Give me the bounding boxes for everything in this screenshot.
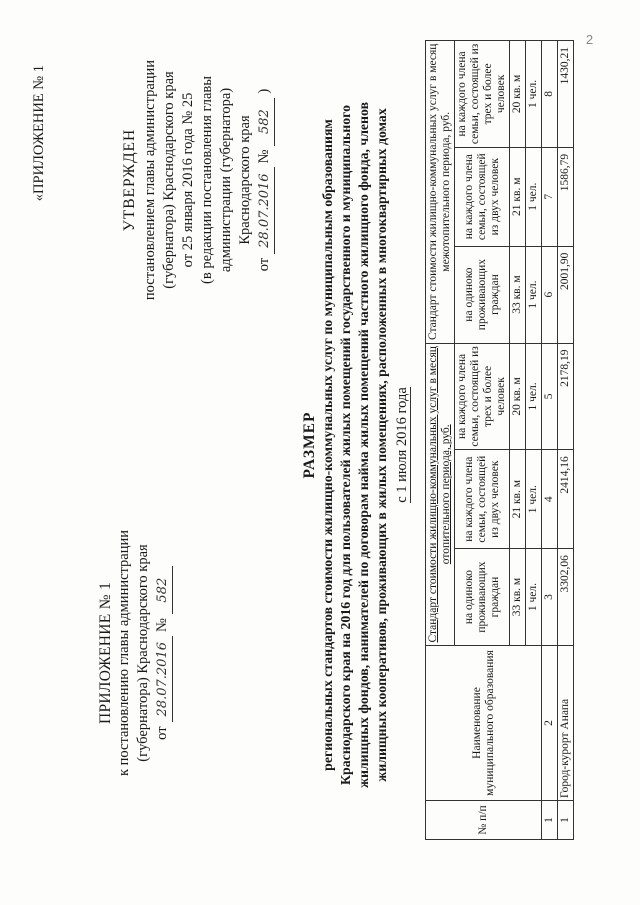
person-nonheating-1: 1 чел. (526, 246, 542, 343)
person-nonheating-2: 1 чел. (526, 147, 542, 246)
header-single-heating: на одиноко проживающих граждан (455, 549, 510, 646)
area-33-nonheating: 33 кв. м (510, 246, 526, 343)
header-col-name: Наименование муниципального образования (426, 646, 542, 801)
row-value-4: 2414,16 (558, 450, 574, 549)
person-heating-3: 1 чел. (526, 343, 542, 450)
header-three-nonheating: на каждого члена семьи, состоящей из трех и более человек (455, 41, 510, 148)
heading-line3: жилищных фондов, нанимателей по договорам найма жилых помещений частного жилищного фонда, членов (356, 101, 371, 789)
col-num-5: 5 (542, 343, 558, 450)
area-20-heating: 20 кв. м (510, 343, 526, 450)
area-21-nonheating: 21 кв. м (510, 147, 526, 246)
row-value-6: 2001,90 (558, 246, 574, 343)
col-num-7: 7 (542, 147, 558, 246)
approved-line2: (губернатора) Краснодарского края (161, 71, 177, 289)
approved-line5: администрации (губернатора) (218, 87, 234, 273)
col-num-8: 8 (542, 41, 558, 148)
header-non-heating-period: Стандарт стоимости жилищно-коммунальных услуг в месяц межотопительного периода, руб. (426, 41, 455, 344)
area-21-heating: 21 кв. м (510, 450, 526, 549)
table-row (558, 41, 574, 840)
standards-table (425, 40, 574, 840)
effective-date-text: с 1 июля 2016 года (394, 387, 410, 503)
person-heating-2: 1 чел. (526, 450, 542, 549)
left-appendix-line1: к постановлению главы администрации (116, 529, 132, 777)
approved-line4: (в редакции постановления главы (199, 76, 215, 284)
header-heating-period: Стандарт стоимости жилищно-коммунальных услуг в месяц отопительного периода, руб. (426, 343, 455, 645)
row-value-3: 3302,06 (558, 549, 574, 646)
approved-close-paren: ) (256, 88, 272, 94)
header-col-number: № п/п (426, 801, 542, 840)
heading-line1: региональных стандартов стоимости жилищно-коммунальных услуг по муниципальным образованиям (320, 119, 335, 771)
heading-line4: жилищных кооперативов, проживающих в жилых помещениях, расположенных в многоквартирных домах (374, 108, 389, 782)
right-appendix-title: «ПРИЛОЖЕНИЕ № 1 (31, 65, 47, 202)
heading-title: РАЗМЕР (301, 411, 318, 479)
approved-number-sign: № (256, 149, 272, 164)
header-single-nonheating: на одиноко проживающих граждан (455, 246, 510, 343)
left-appendix-line2: (губернатора) Краснодарского края (135, 544, 151, 762)
page-corner-mark: 2 (585, 31, 594, 47)
approved-block (120, 45, 275, 315)
col-num-1: 1 (542, 801, 558, 840)
left-appendix-title: ПРИЛОЖЕНИЕ № 1 (97, 581, 114, 725)
header-two-nonheating: на каждого члена семьи, состоящей из двух человек (455, 147, 510, 246)
header-three-heating: на каждого члена семьи, состоящей из трех и более человек (455, 343, 510, 450)
heading-line2: Краснодарского края на 2016 год для пользователей жилых помещений государственного и муниципального (338, 105, 353, 785)
person-nonheating-3: 1 чел. (526, 41, 542, 148)
approved-line3: от 25 января 2016 года № 25 (180, 92, 196, 268)
left-number-sign: № (154, 618, 170, 632)
col-num-2: 2 (542, 646, 558, 801)
approved-handwritten-date: 28.07.2016 (255, 167, 275, 253)
left-from-label: от (154, 726, 170, 740)
table-header-row-group (426, 41, 455, 840)
left-handwritten-date: 28.07.2016 (153, 636, 173, 722)
approved-title: УТВЕРЖДЕН (121, 128, 138, 232)
header-two-heating: на каждого члена семьи, состоящей из двух человек (455, 450, 510, 549)
left-appendix-block (96, 503, 173, 803)
row-number: 1 (558, 801, 574, 840)
table-column-numbers-row (542, 41, 558, 840)
effective-date-line (394, 45, 411, 845)
approved-signature-line (255, 45, 275, 315)
col-num-4: 4 (542, 450, 558, 549)
approved-handwritten-number: 582 (255, 98, 275, 146)
row-municipality-name: Город-курорт Анапа (558, 646, 574, 801)
document-heading (300, 45, 391, 845)
left-appendix-signature-line (153, 503, 173, 803)
row-value-7: 1586,79 (558, 147, 574, 246)
row-value-8: 1430,21 (558, 41, 574, 148)
area-20-nonheating: 20 кв. м (510, 41, 526, 148)
approved-line1: постановлением главы администрации (142, 59, 158, 301)
col-num-6: 6 (542, 246, 558, 343)
left-handwritten-number: 582 (153, 566, 173, 614)
area-33-heating: 33 кв. м (510, 549, 526, 646)
row-value-5: 2178,19 (558, 343, 574, 450)
approved-line6: Краснодарского края (237, 115, 253, 245)
approved-from-label: от (256, 257, 272, 272)
col-num-3: 3 (542, 549, 558, 646)
person-heating-1: 1 чел. (526, 549, 542, 646)
